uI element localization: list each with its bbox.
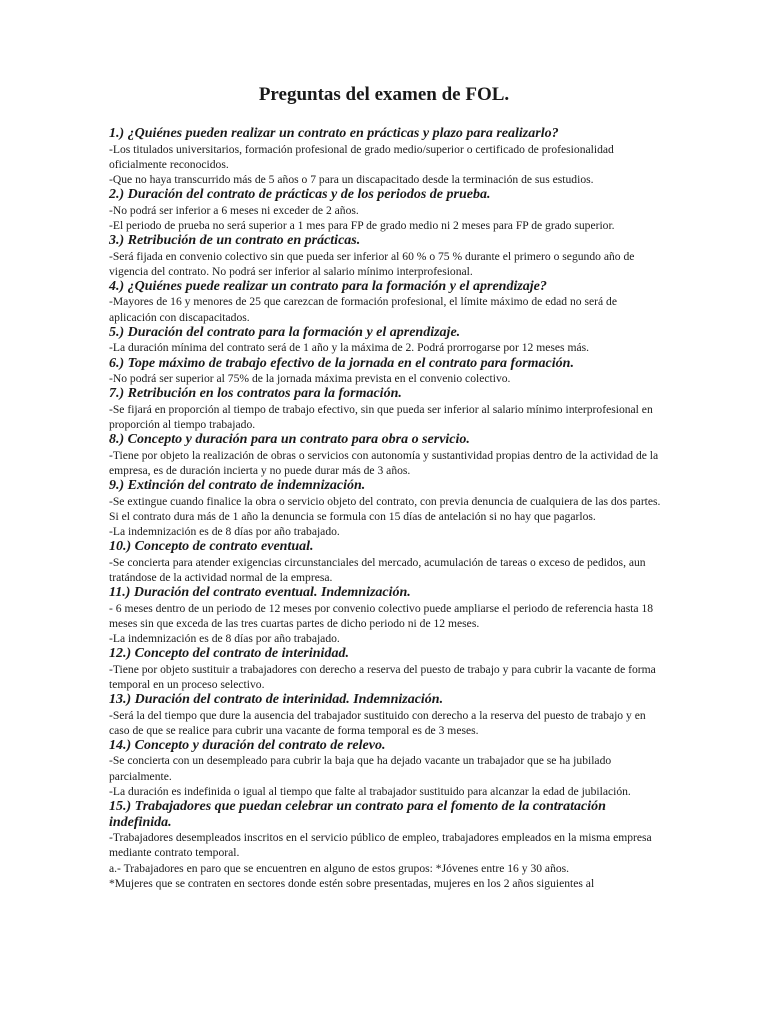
question-heading: 5.) Duración del contrato para la formación y el aprendizaje. — [109, 324, 461, 340]
question-heading: 8.) Concepto y duración para un contrato para obra o servicio. — [109, 432, 470, 448]
answer-paragraph: -Que no haya transcurrido más de 5 años o 7 para un discapacitado desde la terminación de sus estudios. — [109, 172, 594, 186]
answer-paragraph: -La duración es indefinida o igual al tiempo que falte al trabajador sustituido para alcanzar la edad de jubilación. — [109, 784, 631, 798]
answer-paragraph: -Tiene por objeto sustituir a trabajadores con derecho a reserva del puesto de trabajo y para cubrir la vacante de forma temporal en un proceso selectivo. — [109, 662, 656, 691]
answer-paragraph: -El periodo de prueba no será superior a 1 mes para FP de grado medio ni 2 meses para FP de grado superior. — [109, 218, 615, 232]
answer-paragraph: -Los titulados universitarios, formación profesional de grado medio/superior o certificado de profesionalidad oficialmente reconocidos. — [109, 142, 614, 171]
answer-paragraph: -Se fijará en proporción al tiempo de trabajo efectivo, sin que pueda ser inferior al salario mínimo interprofesional en proporción al tiempo trabajado. — [109, 402, 653, 431]
answer-paragraph: - 6 meses dentro de un periodo de 12 meses por convenio colectivo puede ampliarse el periodo de referencia hasta 18 meses sin que exceda de las tres cuartas partes de dicho periodo ni de 12 meses. — [109, 601, 654, 630]
question-heading: 13.) Duración del contrato de interinidad. Indemnización. — [109, 692, 444, 708]
question-heading: 1.) ¿Quiénes pueden realizar un contrato en prácticas y plazo para realizarlo? — [109, 126, 559, 141]
question-heading: 11.) Duración del contrato eventual. Indemnización. — [109, 585, 411, 601]
question-heading: 3.) Retribución de un contrato en prácticas. — [109, 233, 361, 249]
question-heading: 2.) Duración del contrato de prácticas y de los periodos de prueba. — [109, 187, 491, 203]
answer-paragraph: -Tiene por objeto la realización de obras o servicios con autonomía y sustantividad propias dentro de la actividad de la empresa, es de duración incierta y no puede durar más de 3 años. — [109, 448, 659, 477]
answer-paragraph: -La indemnización es de 8 días por año trabajado. — [109, 631, 340, 645]
answer-paragraph: -La duración mínima del contrato será de 1 año y la máxima de 2. Podrá prorrogarse por 12 meses más. — [109, 341, 590, 355]
answer-paragraph: -Mayores de 16 y menores de 25 que carezcan de formación profesional, el límite máximo de edad no será de aplicación con discapacitados. — [109, 295, 617, 324]
answer-paragraph: -Trabajadores desempleados inscritos en el servicio público de empleo, trabajadores empleados en la misma empresa mediante contrato temporal. — [109, 831, 652, 860]
answer-paragraph: *Mujeres que se contraten en sectores donde estén sobre presentadas, mujeres en los 2 años siguientes al — [109, 876, 595, 890]
answer-paragraph: -La indemnización es de 8 días por año trabajado. — [109, 524, 340, 538]
question-heading: 7.) Retribución en los contratos para la formación. — [109, 386, 402, 402]
answer-paragraph: -Se concierta con un desempleado para cubrir la baja que ha dejado vacante un trabajador que se ha jubilado parcialmente. — [109, 754, 612, 783]
answer-paragraph: -No podrá ser inferior a 6 meses ni exceder de 2 años. — [109, 203, 359, 217]
question-heading: 9.) Extinción del contrato de indemnización. — [109, 478, 366, 494]
document-title: Preguntas del examen de FOL. — [258, 84, 510, 105]
question-heading: 10.) Concepto de contrato eventual. — [109, 539, 314, 555]
answer-paragraph: -Se concierta para atender exigencias circunstanciales del mercado, acumulación de tareas o exceso de pedidos, aun tratándose de la actividad normal de la empresa. — [109, 555, 646, 584]
answer-paragraph: -Será la del tiempo que dure la ausencia del trabajador sustituido con derecho a la reserva del puesto de trabajo y en caso de que se realice para cubrir una vacante de forma temporal es de 3 meses. — [109, 708, 646, 737]
question-heading: 6.) Tope máximo de trabajo efectivo de la jornada en el contrato para formación. — [109, 355, 574, 371]
question-heading: 4.) ¿Quiénes puede realizar un contrato para la formación y el aprendizaje? — [109, 278, 547, 294]
answer-paragraph: a.- Trabajadores en paro que se encuentren en alguno de estos grupos: *Jóvenes entre 16 y 30 años. — [109, 861, 570, 875]
answer-paragraph: -No podrá ser superior al 75% de la jornada máxima prevista en el convenio colectivo. — [109, 372, 511, 386]
document-body — [109, 126, 662, 891]
question-heading: 14.) Concepto y duración del contrato de relevo. — [109, 737, 386, 753]
answer-paragraph: -Se extingue cuando finalice la obra o servicio objeto del contrato, con previa denuncia de cualquiera de las dos partes. Si el contrato dura más de 1 año la denuncia se formula con 15 días de antelación si no hay que pagarlos. — [109, 494, 661, 523]
question-heading: 15.) Trabajadores que puedan celebrar un contrato para el fomento de la contratación indefinida. — [109, 799, 606, 830]
answer-paragraph: -Será fijada en convenio colectivo sin que pueda ser inferior al 60 % o 75 % durante el primero o segundo año de vigencia del contrato. No podrá ser inferior al salario mínimo interprofesional. — [109, 249, 635, 278]
question-heading: 12.) Concepto del contrato de interinidad. — [109, 646, 349, 662]
